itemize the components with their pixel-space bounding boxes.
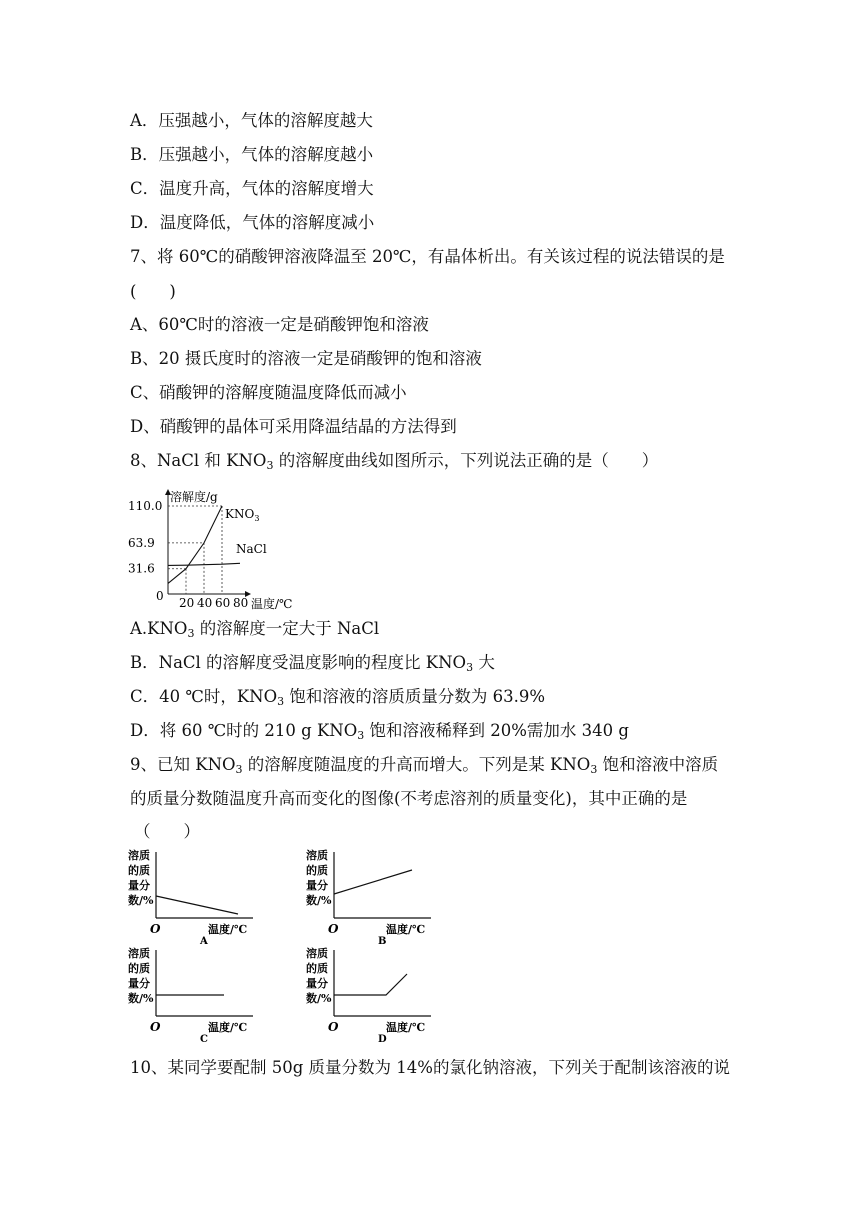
series-label-kno3: $KNO_3$ <box>225 507 260 523</box>
q6-option-c: C．温度升高，气体的溶解度增大 <box>130 179 374 198</box>
series-label-nacl: NaCl <box>236 542 267 556</box>
chart-guide-lines <box>168 506 222 594</box>
q10-stem: 10、某同学要配制 50g 质量分数为 14%的氯化钠溶液，下列关于配制该溶液的说 <box>130 1058 730 1077</box>
graph-curve <box>334 870 412 894</box>
y-tick-label: 110.0 <box>128 499 163 513</box>
x-axis-label: 温度/℃ <box>251 597 293 611</box>
graph-y-label-line: 数/% <box>128 992 154 1005</box>
q9-graph-B <box>306 848 431 947</box>
graph-y-label-line: 数/% <box>306 992 332 1005</box>
graph-curve <box>334 974 407 995</box>
solubility-curve-chart <box>128 486 308 614</box>
graph-x-label: 温度/℃ <box>208 923 248 936</box>
y-tick-label: 63.9 <box>128 535 155 550</box>
x-tick-label-20: 20 <box>179 596 195 610</box>
graph-origin: O <box>328 922 339 936</box>
q9-stem-line1: 9、已知 $KNO_3$ 的溶解度随温度的升高而增大。下列是某 $KNO_3$ 饱和溶液中溶质 <box>130 755 719 776</box>
graph-y-label-line: 数/% <box>306 894 332 907</box>
q6-option-d: D．温度降低，气体的溶解度减小 <box>130 213 375 232</box>
graph-letter: D <box>378 1034 387 1045</box>
q9-graph-A <box>128 848 253 947</box>
q9-option-graphs <box>128 848 440 1045</box>
origin-label: 0 <box>156 589 164 603</box>
graph-letter: A <box>200 936 208 947</box>
graph-x-label: 温度/℃ <box>386 923 426 936</box>
graph-y-label-line: 的质 <box>306 864 328 877</box>
q8-option-b: B．NaCl 的溶解度受温度影响的程度比 $KNO_3$ 大 <box>130 653 495 674</box>
graph-y-label-line: 数/% <box>128 894 154 907</box>
graph-y-label-line: 量分 <box>306 879 328 892</box>
graph-y-label-line: 溶质 <box>306 849 328 862</box>
q9-stem-line2: 的质量分数随温度升高而变化的图像(不考虑溶剂的质量变化)，其中正确的是 <box>130 789 688 808</box>
q8-option-d: D．将 60 ℃时的 210 g $KNO_3$ 饱和溶液稀释到 20%需加水 340 g <box>130 721 629 742</box>
graph-y-label-line: 的质 <box>128 864 150 877</box>
graph-y-label-line: 量分 <box>306 977 328 990</box>
graph-origin: O <box>150 1020 161 1034</box>
q7-stem: 7、将 60℃的硝酸钾溶液降温至 20℃，有晶体析出。有关该过程的说法错误的是 <box>130 247 725 266</box>
graph-curve <box>156 896 238 914</box>
q6-option-b: B．压强越小，气体的溶解度越小 <box>130 145 374 164</box>
y-axis-label: 溶解度/g <box>170 490 218 504</box>
q7-option-a: A、60℃时的溶液一定是硝酸钾饱和溶液 <box>130 315 429 334</box>
graph-y-label-line: 量分 <box>128 977 150 990</box>
graph-origin: O <box>328 1020 339 1034</box>
q7-option-b: B、20 摄氏度时的溶液一定是硝酸钾的饱和溶液 <box>130 349 482 368</box>
graph-y-label-line: 溶质 <box>128 849 150 862</box>
q7-option-d: D、硝酸钾的晶体可采用降温结晶的方法得到 <box>130 417 457 436</box>
chart-labels <box>128 489 292 611</box>
x-tick-label-80: 80 <box>233 596 249 610</box>
q9-graph-C <box>128 946 253 1045</box>
graph-letter: B <box>378 936 387 947</box>
graph-x-label: 温度/℃ <box>386 1021 426 1034</box>
q8-option-c: C．40 ℃时，$KNO_3$ 饱和溶液的溶质质量分数为 63.9% <box>130 687 546 708</box>
graph-y-label-line: 溶质 <box>128 947 150 960</box>
graph-letter: C <box>200 1034 208 1045</box>
x-tick-label-60: 60 <box>215 596 231 610</box>
y-tick-label: 31.6 <box>128 561 155 576</box>
graph-y-label-line: 量分 <box>128 879 150 892</box>
graph-x-label: 温度/℃ <box>208 1021 248 1034</box>
kno3-curve <box>168 506 222 583</box>
graph-y-label-line: 的质 <box>128 962 150 975</box>
graph-y-label-line: 的质 <box>306 962 328 975</box>
q9-graph-D <box>306 946 431 1045</box>
q7-paren: ( ) <box>130 282 176 301</box>
graph-y-label-line: 溶质 <box>306 947 328 960</box>
graph-origin: O <box>150 922 161 936</box>
x-tick-label-40: 40 <box>197 596 213 610</box>
q7-option-c: C、硝酸钾的溶解度随温度降低而减小 <box>130 383 407 402</box>
q8-stem: 8、NaCl 和 $KNO_3$ 的溶解度曲线如图所示，下列说法正确的是（ ） <box>130 451 659 472</box>
q6-option-a: A．压强越小，气体的溶解度越大 <box>130 111 373 130</box>
q8-option-a: $A.KNO_3$ 的溶解度一定大于 NaCl <box>130 619 380 640</box>
q9-paren: （ ） <box>134 822 200 841</box>
